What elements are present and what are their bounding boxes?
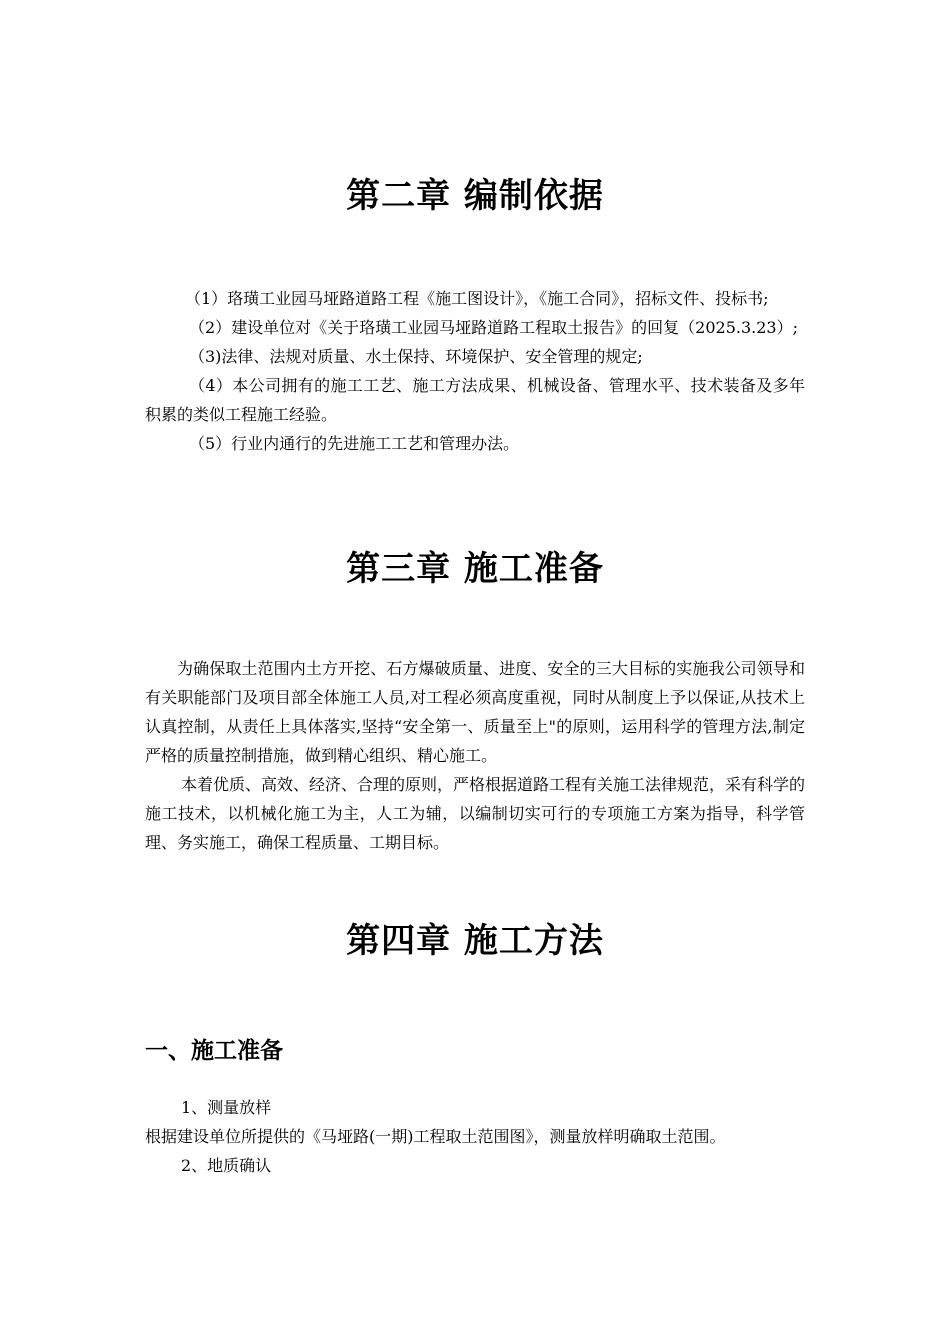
chapter-3-paragraph-1: 为确保取土范围内土方开挖、石方爆破质量、进度、安全的三大目标的实施我公司领导和有关职能部门及项目部全体施工人员,对工程必须高度重视，同时从制度上予以保证,从技术上认真控制，从责任上具体落实,坚持“安全第一、质量至上"的原则，运用科学的管理方法,制定严格的质量控制措施，做到精心组织、精心施工。 (145, 659, 805, 765)
chapter-2-basis-list (145, 284, 805, 458)
chapter-4-title: 第四章 施工方法 (346, 921, 604, 961)
basis-item-1: （1）珞璜工业园马垭路道路工程《施工图设计》，《施工合同》，招标文件、投标书; (185, 289, 769, 308)
basis-item-4: （4）本公司拥有的施工工艺、施工方法成果、机械设备、管理水平、技术装备及多年积累的类似工程施工经验。 (145, 376, 805, 424)
section-1-body (145, 1093, 805, 1180)
chapter-3-body (145, 654, 805, 857)
basis-item-5: （5）行业内通行的先进施工工艺和管理办法。 (189, 434, 520, 453)
chapter-2-title: 第二章 编制依据 (346, 176, 604, 216)
basis-item-2: （2）建设单位对《关于珞璜工业园马垭路道路工程取土报告》的回复（2025.3.23）; (189, 318, 799, 337)
section-1-title: 一、施工准备 (145, 1038, 283, 1064)
basis-item-3: （3)法律、法规对质量、水土保持、环境保护、安全管理的规定; (189, 347, 643, 366)
chapter-3-paragraph-2: 本着优质、高效、经济、合理的原则，严格根据道路工程有关施工法律规范，采有科学的施工技术，以机械化施工为主，人工为辅，以编制切实可行的专项施工方案为指导，科学管理、务实施工，确保工程质量、工期目标。 (145, 775, 806, 852)
chapter-3-title: 第三章 施工准备 (346, 549, 604, 589)
survey-text: 根据建设单位所提供的《马垭路(一期)工程取土范围图》，测量放样明确取土范围。 (145, 1127, 726, 1146)
geology-heading: 2、地质确认 (181, 1156, 272, 1175)
survey-heading: 1、测量放样 (181, 1098, 272, 1117)
